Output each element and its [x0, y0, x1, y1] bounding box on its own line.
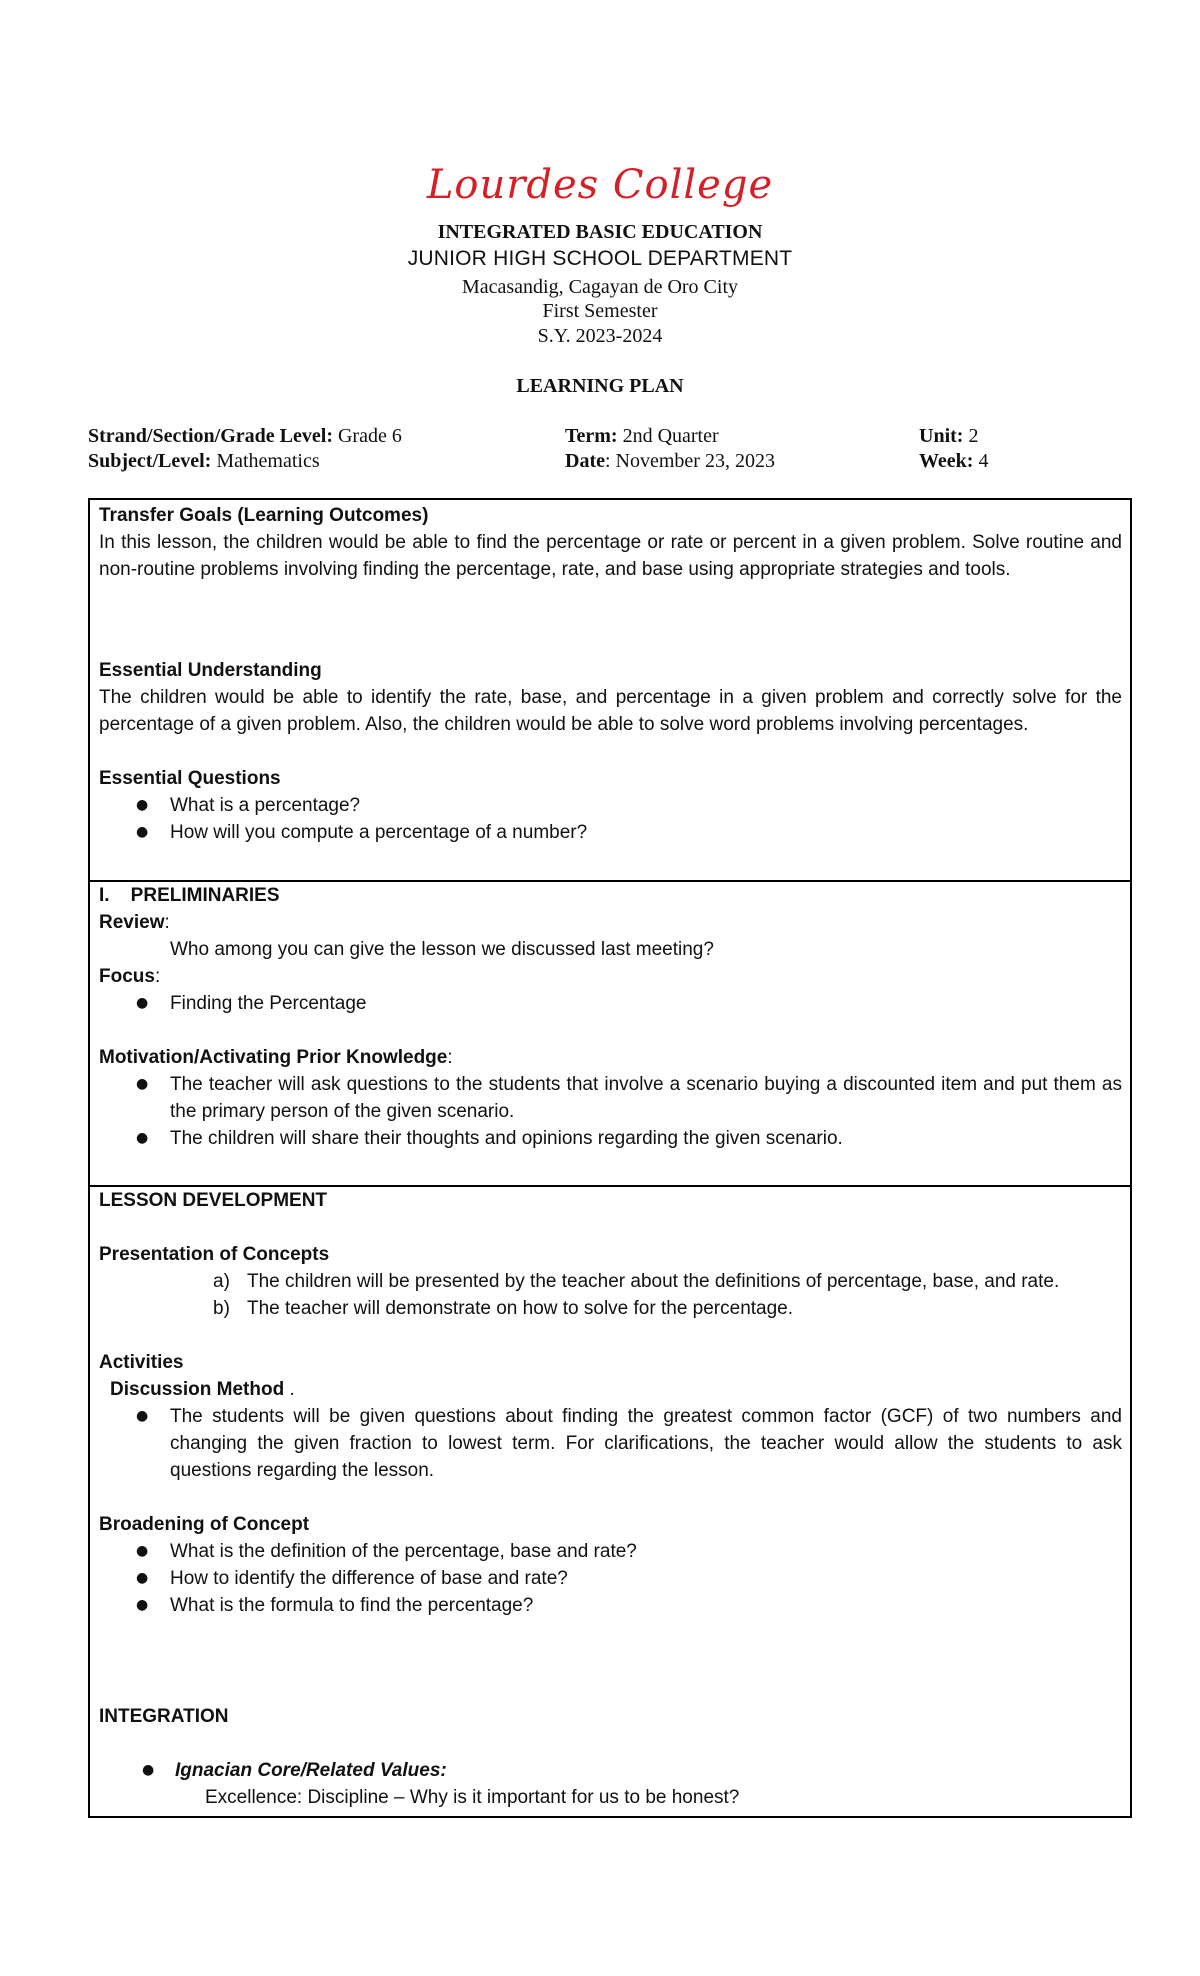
bullet-icon: ●: [136, 1408, 149, 1424]
discussion-item: The students will be given questions about finding the greatest common factor (GCF) of two numbers and changing the given fraction to lowest term. For clarifications, the teacher would allow the students to ask questions regarding the lesson.: [170, 1406, 1122, 1481]
broadening-item: What is the definition of the percentage, base and rate?: [170, 1541, 637, 1562]
review-label: Review: [99, 912, 165, 933]
preliminaries-title: I. PRELIMINARIES: [99, 885, 280, 906]
motivation-item: The teacher will ask questions to the students that involve a scenario buying a discounted item and put them as the primary person of the given scenario.: [170, 1074, 1122, 1122]
unit-label: Unit:: [919, 425, 964, 447]
broadening-title: Broadening of Concept: [99, 1514, 310, 1535]
bullet-icon: ●: [136, 1130, 149, 1146]
bullet-icon: ●: [136, 797, 149, 813]
bullet-icon: ●: [136, 1597, 149, 1613]
semester: First Semester: [542, 300, 658, 322]
term-field: [565, 425, 719, 448]
list-marker: b): [213, 1298, 230, 1319]
transfer-goals-text: In this lesson, the children would be able to find the percentage or rate or percent in a given problem. Solve routine and non-routine problems involving finding the percentage, rate, and base using appropriate strategies and tools.: [99, 532, 1122, 580]
lesson-development-title: LESSON DEVELOPMENT: [99, 1190, 328, 1211]
discussion-method-heading: [110, 1376, 295, 1403]
motivation-item: The children will share their thoughts and opinions regarding the given scenario.: [170, 1128, 843, 1149]
date-field: [565, 450, 775, 473]
grade-level-field: [88, 425, 402, 448]
week-value: 4: [978, 450, 989, 472]
department-subtitle: JUNIOR HIGH SCHOOL DEPARTMENT: [407, 247, 793, 270]
document-title: LEARNING PLAN: [516, 375, 684, 397]
focus-colon: :: [154, 966, 161, 987]
ignacian-values-title: Ignacian Core/Related Values:: [175, 1760, 447, 1781]
presentation-item: The children will be presented by the teacher about the definitions of percentage, base, and rate.: [247, 1271, 1060, 1292]
department-title: INTEGRATED BASIC EDUCATION: [437, 221, 763, 243]
grade-level-label: Strand/Section/Grade Level:: [88, 425, 333, 447]
list-marker: a): [213, 1271, 230, 1292]
school-year: S.Y. 2023-2024: [537, 325, 663, 347]
date-value: : November 23, 2023: [604, 450, 775, 472]
essential-understanding-text: The children would be able to identify the rate, base, and percentage in a given problem and correctly solve for the percentage of a given problem. Also, the children would be able to solve word problems involving percentages.: [99, 687, 1122, 735]
subject-field: [88, 450, 320, 473]
essential-understanding-title: Essential Understanding: [99, 660, 322, 681]
week-label: Week:: [919, 450, 974, 472]
review-text: Who among you can give the lesson we discussed last meeting?: [170, 939, 714, 960]
school-logo-text: Lourdes College: [426, 162, 774, 208]
discussion-method-title: Discussion Method: [110, 1379, 285, 1400]
broadening-item: What is the formula to find the percentage?: [170, 1595, 534, 1616]
transfer-goals-title: Transfer Goals (Learning Outcomes): [99, 505, 429, 526]
broadening-item: How to identify the difference of base and rate?: [170, 1568, 568, 1589]
school-address: Macasandig, Cagayan de Oro City: [461, 276, 739, 298]
review-heading: [99, 909, 170, 936]
bullet-icon: ●: [136, 1543, 149, 1559]
subject-label: Subject/Level:: [88, 450, 212, 472]
discussion-method-suffix: .: [289, 1379, 295, 1400]
review-colon: :: [164, 912, 170, 933]
motivation-colon: :: [447, 1047, 453, 1068]
bullet-icon: ●: [136, 824, 149, 840]
bullet-icon: ●: [136, 995, 149, 1011]
focus-heading: [99, 963, 160, 990]
bullet-icon: ●: [136, 1076, 149, 1092]
term-value: 2nd Quarter: [622, 425, 719, 447]
activities-title: Activities: [99, 1352, 184, 1373]
essential-question-item: What is a percentage?: [170, 795, 361, 816]
bullet-icon: ●: [136, 1570, 149, 1586]
essential-question-item: How will you compute a percentage of a number?: [170, 822, 588, 843]
ignacian-values-text: Excellence: Discipline – Why is it important for us to be honest?: [205, 1787, 740, 1808]
focus-label: Focus: [99, 966, 155, 987]
grade-level-value: Grade 6: [337, 425, 402, 447]
bullet-icon: ●: [142, 1762, 155, 1778]
term-label: Term:: [565, 425, 618, 447]
date-label: Date: [565, 450, 605, 472]
motivation-heading: [99, 1044, 453, 1071]
week-field: [919, 450, 988, 473]
unit-value: 2: [968, 425, 979, 447]
focus-item: Finding the Percentage: [170, 993, 367, 1014]
integration-title: INTEGRATION: [99, 1706, 229, 1727]
motivation-label: Motivation/Activating Prior Knowledge: [99, 1047, 448, 1068]
unit-field: [919, 425, 978, 448]
essential-questions-title: Essential Questions: [99, 768, 281, 789]
presentation-title: Presentation of Concepts: [99, 1244, 330, 1265]
presentation-item: The teacher will demonstrate on how to solve for the percentage.: [247, 1298, 794, 1319]
subject-value: Mathematics: [216, 450, 320, 472]
